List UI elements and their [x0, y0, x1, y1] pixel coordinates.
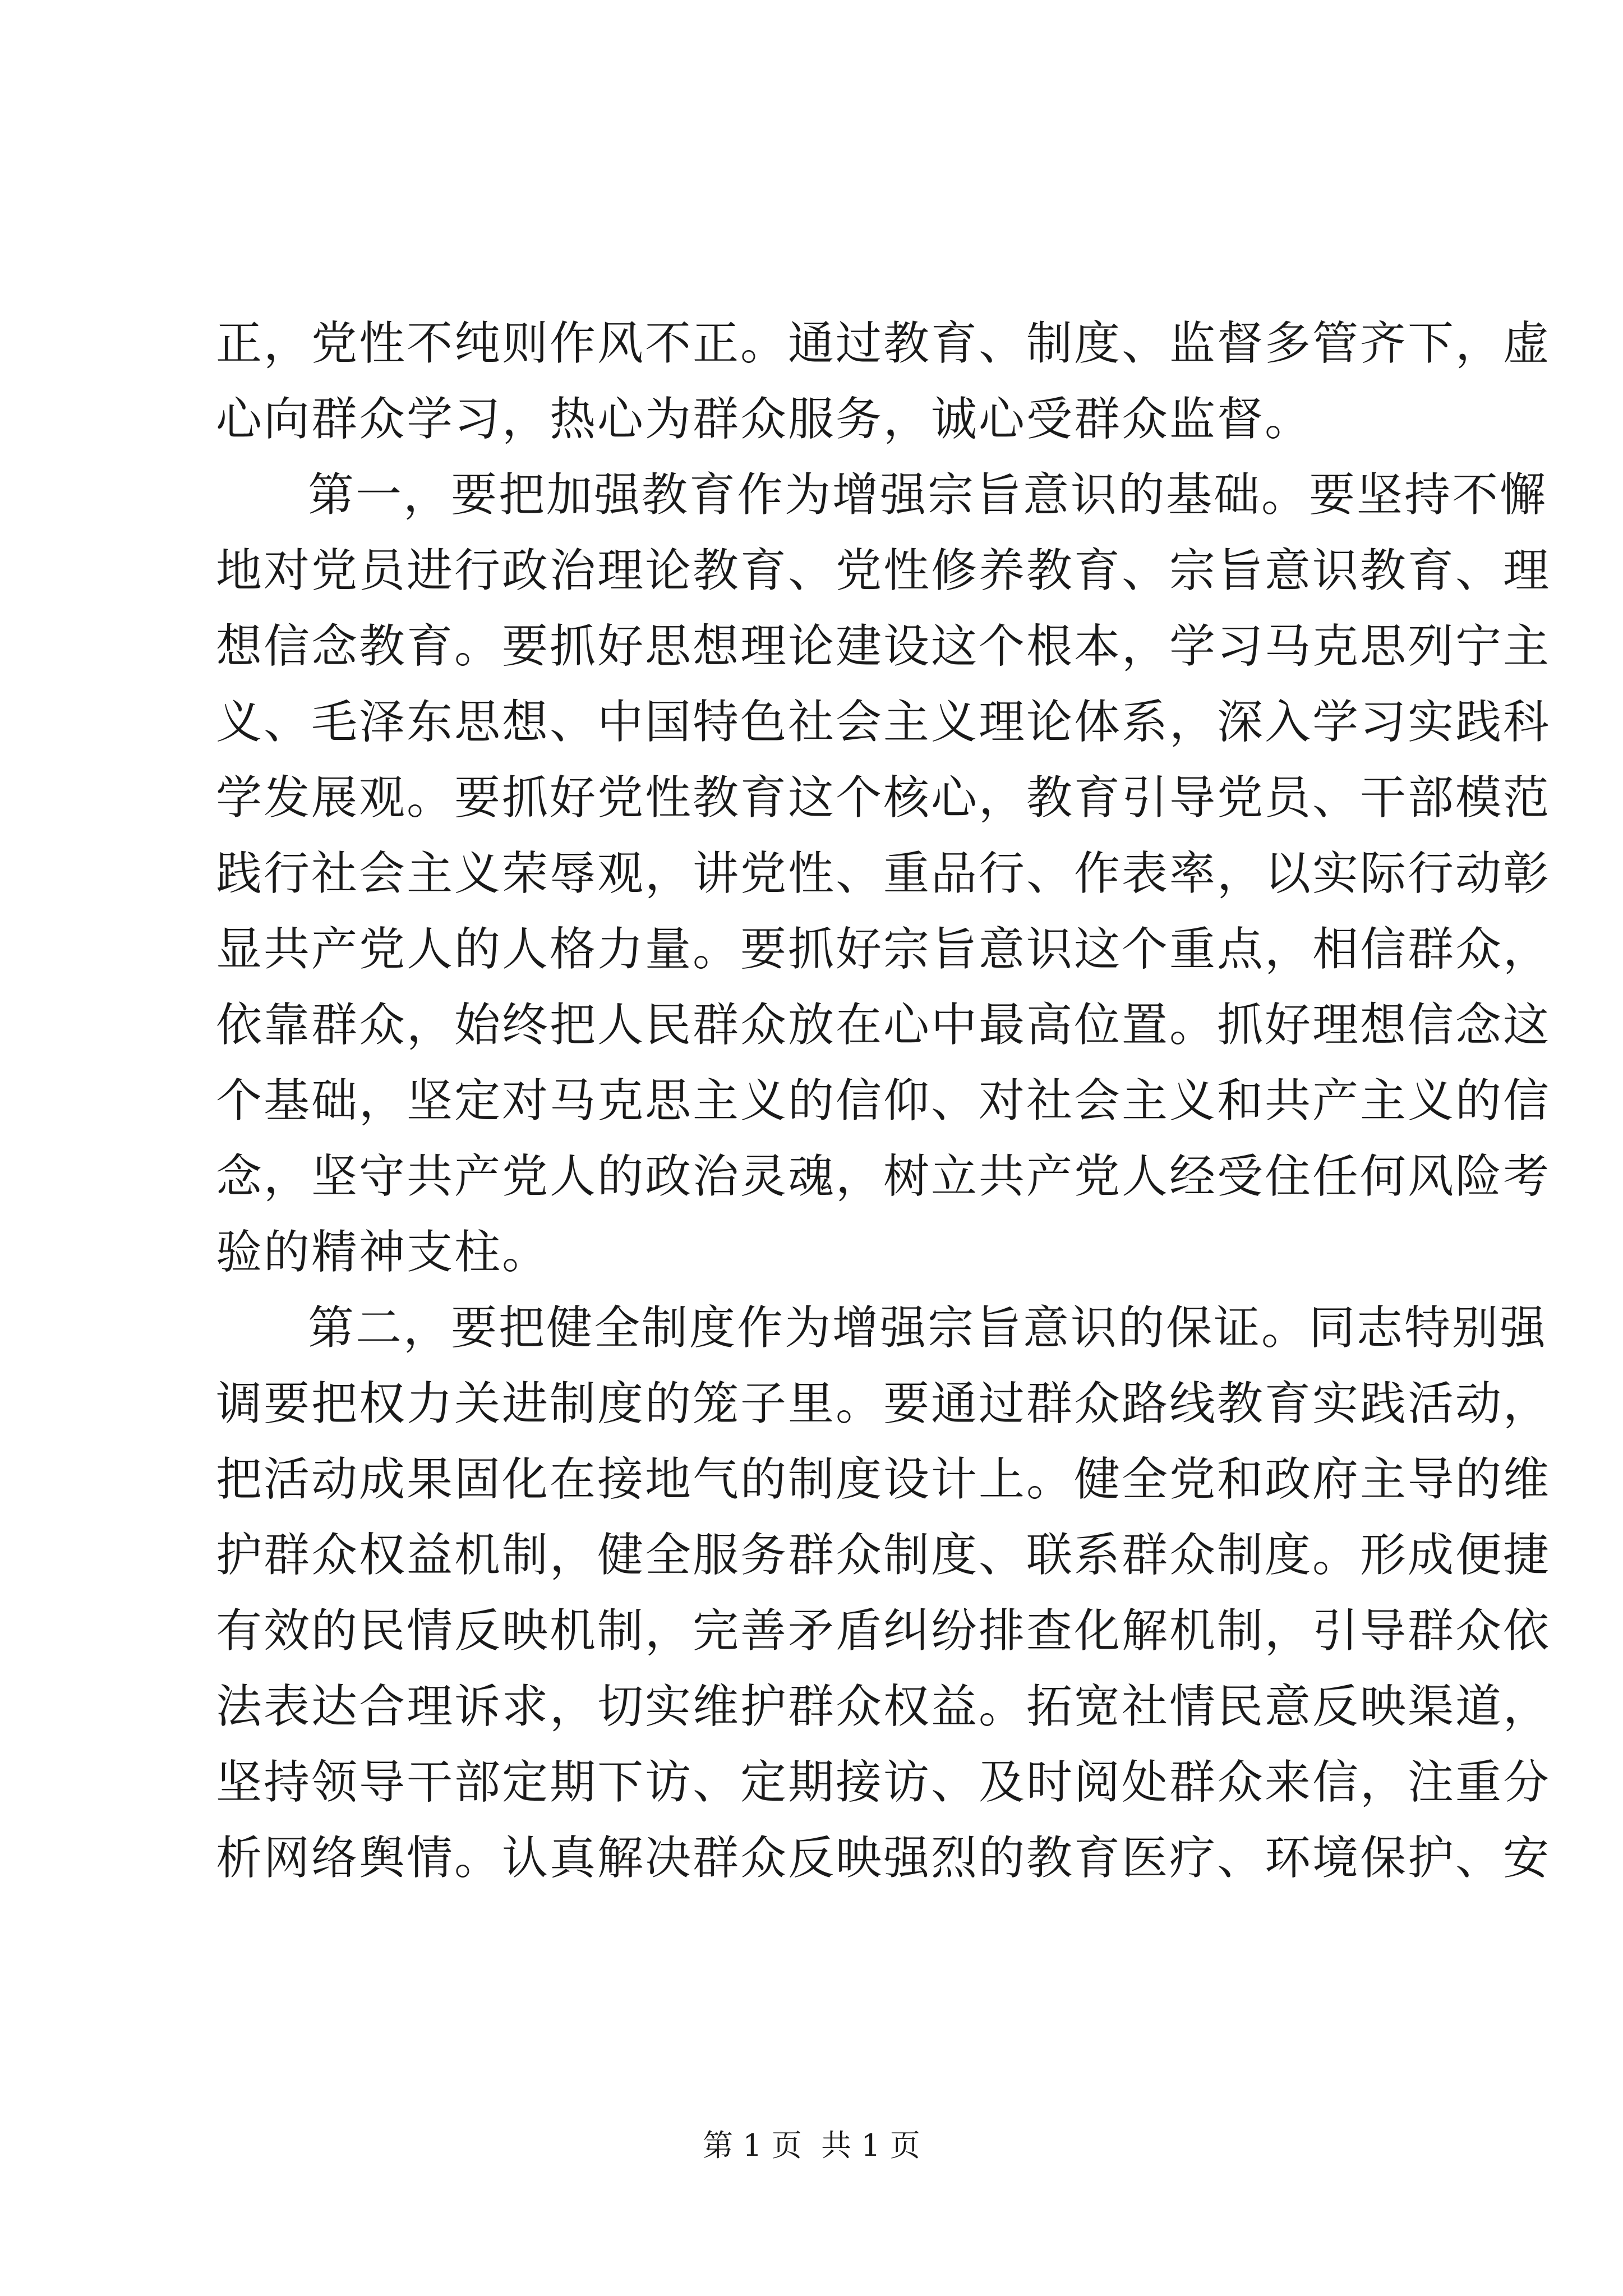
text-line: 显共产党人的人格力量。要抓好宗旨意识这个重点，相信群众， [216, 923, 1551, 976]
paragraph-first-line: 第二，要把健全制度作为增强宗旨意识的保证。同志特别强 [308, 1301, 1548, 1355]
text-line: 法表达合理诉求，切实维护群众权益。拓宽社情民意反映渠道， [216, 1680, 1551, 1733]
text-line: 地对党员进行政治理论教育、党性修养教育、宗旨意识教育、理 [216, 544, 1551, 597]
text-line: 心向群众学习，热心为群众服务，诚心受群众监督。 [216, 393, 1313, 446]
text-line: 调要把权力关进制度的笼子里。要通过群众路线教育实践活动， [216, 1377, 1551, 1430]
text-line: 析网络舆情。认真解决群众反映强烈的教育医疗、环境保护、安 [216, 1832, 1551, 1885]
text-line: 坚持领导干部定期下访、定期接访、及时阅处群众来信，注重分 [216, 1756, 1551, 1809]
text-line: 验的精神支柱。 [216, 1226, 550, 1279]
paragraph-first-line: 第一，要把加强教育作为增强宗旨意识的基础。要坚持不懈 [308, 468, 1548, 522]
text-line: 护群众权益机制，健全服务群众制度、联系群众制度。形成便捷 [216, 1529, 1551, 1582]
text-line: 想信念教育。要抓好思想理论建设这个根本，学习马克思列宁主 [216, 620, 1551, 673]
text-line: 有效的民情反映机制，完善矛盾纠纷排查化解机制，引导群众依 [216, 1604, 1551, 1658]
text-line: 学发展观。要抓好党性教育这个核心，教育引导党员、干部模范 [216, 771, 1551, 825]
text-line: 依靠群众，始终把人民群众放在心中最高位置。抓好理想信念这 [216, 999, 1551, 1052]
text-line: 践行社会主义荣辱观，讲党性、重品行、作表率，以实际行动彰 [216, 847, 1551, 900]
page-footer [0, 2126, 1623, 2165]
text-line: 念，坚守共产党人的政治灵魂，树立共产党人经受住任何风险考 [216, 1150, 1551, 1203]
text-line: 把活动成果固化在接地气的制度设计上。健全党和政府主导的维 [216, 1453, 1551, 1506]
text-line: 义、毛泽东思想、中国特色社会主义理论体系，深入学习实践科 [216, 696, 1551, 749]
body-text [216, 306, 1551, 1896]
page-number-label: 第 1 页 共 1 页 [703, 2128, 920, 2163]
text-line: 正，党性不纯则作风不正。通过教育、制度、监督多管齐下，虚 [216, 317, 1551, 370]
text-line: 个基础，坚定对马克思主义的信仰、对社会主义和共产主义的信 [216, 1074, 1551, 1128]
